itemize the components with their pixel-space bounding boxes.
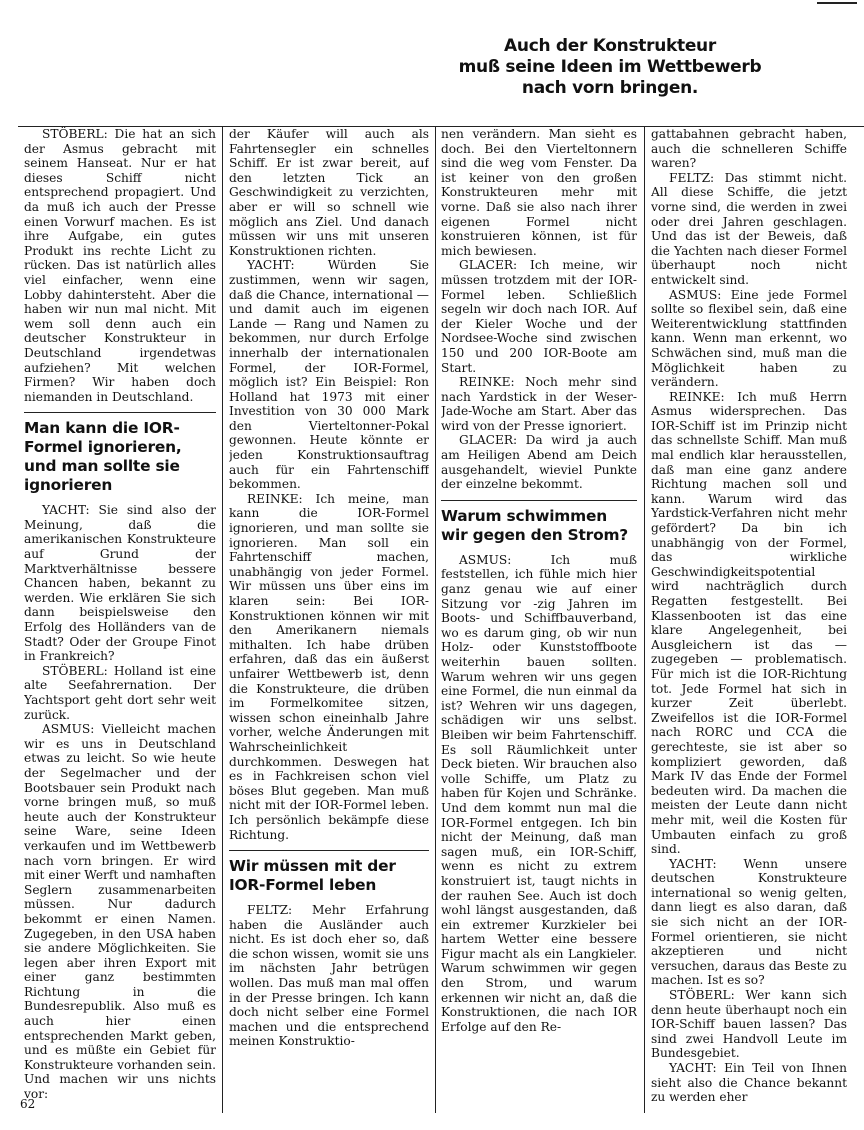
section-heading: Wir müssen mit der IOR-Formel leben (229, 850, 429, 895)
body-paragraph: gattabahnen gebracht haben, auch die schnelleren Schiffe waren? (651, 127, 847, 171)
body-paragraph: YACHT: Sie sind also der Meinung, daß die amerikanischen Konstrukteure auf Grund der Marktverhältnisse bessere Chancen haben, bekannt zu werden. Wie erklären Sie sich dann beispielsweise den Erfolg des Holländers van de Stadt? Oder der Groupe Finot in Frankreich? (24, 503, 216, 664)
body-paragraph: YACHT: Wenn unsere deutschen Konstrukteure international so wenig gelten, dann liegt es also daran, daß sie sich nicht an der IOR-Formel orientieren, sie nicht akzeptieren und nicht versuchen, daraus das Beste zu machen. Ist es so? (651, 856, 847, 988)
body-paragraph: ASMUS: Eine jede Formel sollte so flexibel sein, daß eine Weiterentwicklung stattfinden kann. Wenn man erkennt, wo Schwächen sind, muß man die Möglichkeit haben zu verändern. (651, 287, 847, 390)
body-paragraph: ASMUS: Ich muß feststellen, ich fühle mich hier ganz genau wie auf einer Sitzung vor -zig Jahren im Boots- und Schiffbauverband, wo es darum ging, ob wir nun Holz- oder Kunststoffboote weiterhin bauen sollten. Warum wehren wir uns gegen eine Formel, die nun einmal da ist? Wehren wir uns dagegen, schädigen wir uns selbst. Bleiben wir beim Fahrtenschiff. Es soll Räumlichkeit unter Deck bieten. Wir brauchen also volle Schiffe, um Platz zu haben für Kojen und Schränke. Und dem kommt nun mal die IOR-Formel entgegen. Ich bin nicht der Meinung, daß man sagen muß, ein IOR-Schiff, wenn es nicht zu extrem konstruiert ist, taugt nichts in der rauhen See. Auch ist doch wohl längst ausgestanden, daß ein extremer Kurzkieler bei hartem Wetter eine bessere Figur macht als ein Langkieler. Warum schwimmen wir gegen den Strom, und warum erkennen wir nicht an, daß die Konstruktionen, die nach IOR Erfolge auf den Re- (441, 552, 637, 1034)
body-paragraph: FELTZ: Mehr Erfahrung haben die Ausländer auch nicht. Es ist doch eher so, daß die schon wissen, womit sie uns im nächsten Jahr betrügen wollen. Das muß man mal offen in der Presse bringen. Ich kann doch nicht selber eine Formel machen und die entsprechend meinen Konstruktio- (229, 903, 429, 1049)
pull-quote-line: nach vorn bringen. (521, 78, 699, 98)
article-column-4 (651, 127, 847, 1113)
article-column-1 (24, 127, 216, 1113)
body-paragraph: ASMUS: Vielleicht machen wir es uns in Deutschland etwas zu leicht. So wie heute der Segelmacher und der Bootsbauer sein Produkt nach vorne bringen muß, so muß heute auch der Konstrukteur seine Ware, seine Ideen verkaufen und im Wettbewerb nach vorn bringen. Er wird mit einer Werft und namhaften Seglern zusammenarbeiten müssen. Nur dadurch bekommt er einen Namen. Zugegeben, in den USA haben sie andere Möglichkeiten. Sie legen aber ihren Export mit einer ganz bestimmten Richtung in die Bundesrepublik. Also muß es auch hier einen entsprechenden Markt geben, und es müßte ein Gebiet für Konstrukteure vorhanden sein. Und machen wir uns nichts vor: (24, 722, 216, 1102)
body-paragraph: STÖBERL: Holland ist eine alte Seefahrernation. Der Yachtsport geht dort sehr weit zurück. (24, 663, 216, 722)
body-paragraph: STÖBERL: Die hat an sich der Asmus gebracht mit seinem Hanseat. Nur er hat dieses Schiff nicht entsprechend propagiert. Und da muß ich auch der Presse einen Vorwurf machen. Es ist ihre Aufgabe, ein gutes Produkt ins rechte Licht zu rücken. Das ist natürlich alles viel einfacher, wenn eine Lobby dahintersteht. Aber die haben wir nun mal nicht. Mit wem soll denn auch ein deutscher Konstrukteur in Deutschland irgendetwas aufziehen? Mit welchen Firmen? Wir haben doch niemanden in Deutschland. (24, 127, 216, 404)
body-paragraph: GLACER: Ich meine, wir müssen trotzdem mit der IOR-Formel leben. Schließlich segeln wir doch nach IOR. Auf der Kieler Woche und der Nordsee-Woche sind zwischen 150 und 200 IOR-Boote am Start. (441, 258, 637, 375)
body-paragraph: REINKE: Ich meine, man kann die IOR-Formel ignorieren, und man sollte sie ignorieren. Man soll ein Fahrtenschiff machen, unabhängig von jeder Formel. Wir müssen uns über eins im klaren sein: Bei IOR-Konstruktionen können wir mit den Amerikanern niemals mithalten. Ich habe drüben erfahren, daß das ein äußerst unfairer Wettbewerb ist, denn die Konstrukteure, die drüben im Formelkomitee sitzen, wissen schon eineinhalb Jahre vorher, welche Änderungen mit Wahrscheinlichkeit durchkommen. Deswegen hat es in Fachkreisen schon viel böses Blut gegeben. Man muß nicht mit der IOR-Formel leben. Ich persönlich bekämpfe diese Richtung. (229, 491, 429, 842)
body-paragraph: YACHT: Würden Sie zustimmen, wenn wir sagen, daß die Chance, international — und damit auch im eigenen Lande — Rang und Namen zu bekommen, nur durch Erfolge innerhalb der internationalen Formel, der IOR-Formel, möglich ist? Ein Beispiel: Ron Holland hat 1973 mit einer Investition von 30 000 Mark den Vierteltonner-Pokal gewonnen. Heute könnte er jeden Konstruktionsauftrag auch für ein Fahrtenschiff bekommen. (229, 258, 429, 492)
body-paragraph: der Käufer will auch als Fahrtensegler ein schnelles Schiff. Er ist zwar bereit, auf den letzten Tick an Geschwindigkeit zu verzichten, aber er will so schnell wie möglich ans Ziel. Und danach müssen wir uns mit unseren Konstruktionen richten. (229, 127, 429, 258)
pull-quote-line: muß seine Ideen im Wettbewerb (458, 57, 762, 77)
column-divider (435, 126, 436, 1113)
body-paragraph: YACHT: Ein Teil von Ihnen sieht also die Chance bekannt zu werden eher (651, 1061, 847, 1105)
page-number: 62 (20, 1097, 36, 1111)
body-paragraph: REINKE: Noch mehr sind nach Yardstick in der Weser-Jade-Woche am Start. Aber das wird von der Presse ignoriert. (441, 375, 637, 433)
body-paragraph: STÖBERL: Wer kann sich denn heute überhaupt noch ein IOR-Schiff bauen lassen? Das sind zwei Handvoll Leute im Bundesgebiet. (651, 988, 847, 1061)
section-heading: Warum schwimmen wir gegen den Strom? (441, 500, 637, 545)
section-heading: Man kann die IOR-Formel ignorieren, und man sollte sie ignorieren (24, 412, 216, 495)
body-paragraph: nen verändern. Man sieht es doch. Bei den Vierteltonnern sind die weg vom Fenster. Da ist keiner von den großen Konstrukteuren mehr mit vorne. Daß sie also nach ihrer eigenen Formel nicht konstruieren können, ist für mich bewiesen. (441, 127, 637, 258)
pull-quote (440, 36, 780, 99)
body-paragraph: FELTZ: Das stimmt nicht. All diese Schiffe, die jetzt vorne sind, die werden in zwei oder drei Jahren geschlagen. Und das ist der Beweis, daß die Yachten nach dieser Formel überhaupt noch nicht entwickelt sind. (651, 170, 847, 287)
article-column-3 (441, 127, 637, 1113)
column-divider (222, 126, 223, 1113)
article-column-2 (229, 127, 429, 1113)
body-paragraph: GLACER: Da wird ja auch am Heiligen Abend am Deich ausgehandelt, wieviel Punkte der einzelne bekommt. (441, 433, 637, 492)
column-divider (644, 126, 645, 1113)
pull-quote-line: Auch der Konstrukteur (504, 36, 716, 56)
body-paragraph: REINKE: Ich muß Herrn Asmus widersprechen. Das IOR-Schiff ist im Prinzip nicht das schnellste Schiff. Man muß mal endlich klar herausstellen, daß man eine ganz andere Richtung machen soll und kann. Warum wird das Yardstick-Verfahren nicht mehr gefördert? Da bin ich unabhängig von der Formel, das wirkliche Geschwindigkeitspotential wird nachträglich durch Regatten festgestellt. Bei Klassenbooten ist das eine klare Angelegenheit, bei Ausgleichern ist das — zugegeben — problematisch. Für mich ist die IOR-Richtung tot. Jede Formel hat sich in kurzer Zeit überlebt. Zweifellos ist die IOR-Formel nach RORC und CCA die gerechteste, sie ist aber so kompliziert geworden, daß Mark IV das Ende der Formel bedeuten wird. Da machen die meisten der Leute dann nicht mehr mit, weil die Kosten für Umbauten einfach zu groß sind. (651, 389, 847, 857)
top-rule-fragment (817, 2, 857, 4)
